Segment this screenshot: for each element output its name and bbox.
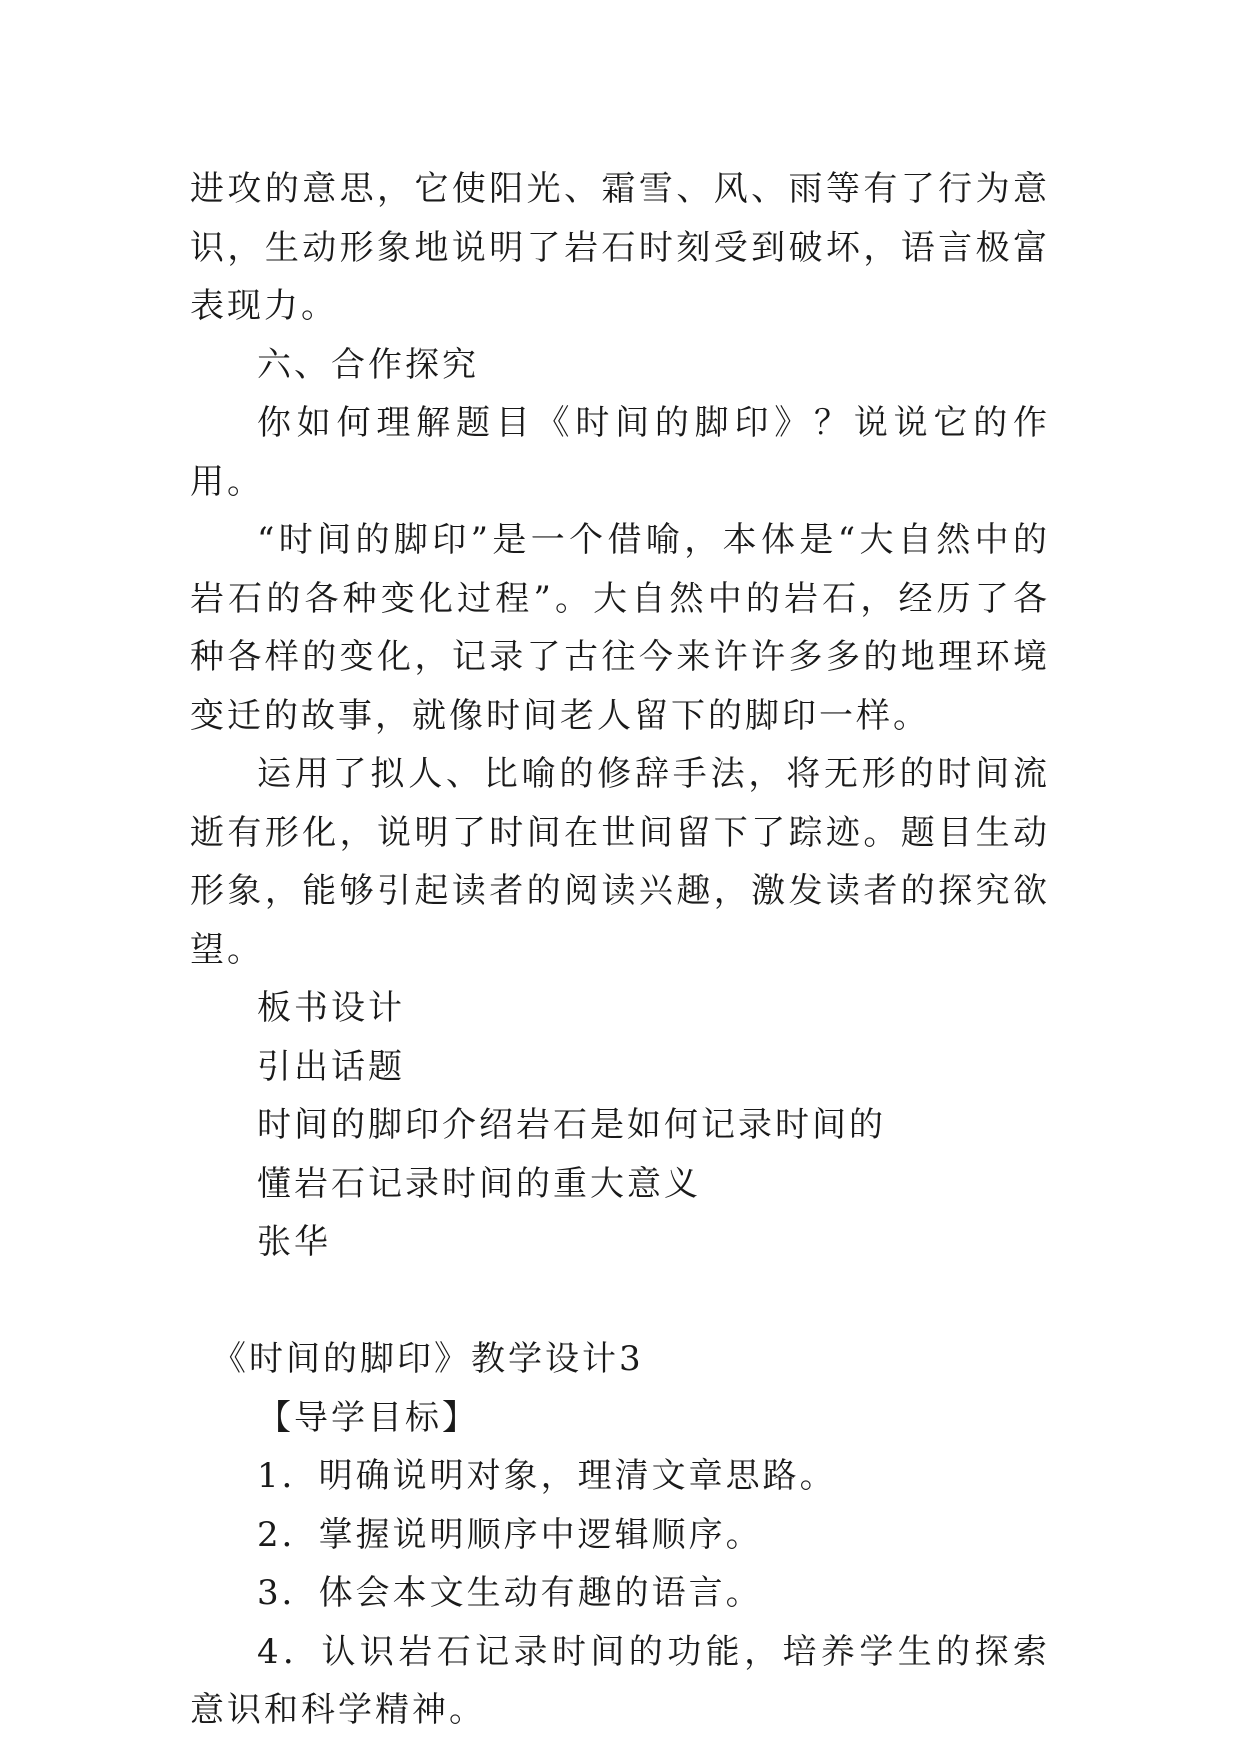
board-line-1: 引出话题 (257, 1046, 405, 1087)
document-body (190, 160, 1050, 1740)
document-title: 《时间的脚印》教学设计3 (212, 1339, 644, 1379)
paragraph-answer-2: 运用了拟人、比喻的修辞手法，将无形的时间流逝有形化，说明了时间在世间留下了踪迹。题目生动形象，能够引起读者的阅读兴趣，激发读者的探究欲望。 (190, 754, 1050, 970)
board-line-3: 懂岩石记录时间的重大意义 (257, 1163, 701, 1204)
board-design-heading: 板书设计 (257, 988, 405, 1028)
goal-item: 1．明确说明对象，理清文章思路。 (257, 1456, 837, 1496)
board-line-2: 时间的脚印介绍岩石是如何记录时间的 (257, 1105, 886, 1145)
goal-item: 4．认识岩石记录时间的功能，培养学生的探索意识和科学精神。 (190, 1631, 1050, 1730)
goals-heading: 【导学目标】 (257, 1397, 479, 1438)
section-spacer (190, 1272, 1050, 1331)
goal-item: 2．掌握说明顺序中逻辑顺序。 (257, 1514, 763, 1555)
goal-item: 3．体会本文生动有趣的语言。 (257, 1573, 763, 1613)
paragraph-answer-1: “时间的脚印”是一个借喻，本体是“大自然中的岩石的各种变化过程”。大自然中的岩石，经历了各种各样的变化，记录了古往今来许许多多的地理环境变迁的故事，就像时间老人留下的脚印一样。 (190, 520, 1050, 736)
paragraph-question: 你如何理解题目《时间的脚印》？说说它的作用。 (190, 403, 1050, 502)
section-heading-cooperation: 六、合作探究 (257, 344, 479, 385)
paragraph-continued: 进攻的意思，它使阳光、霜雪、风、雨等有了行为意识，生动形象地说明了岩石时刻受到破坏，语言极富表现力。 (190, 169, 1050, 326)
author-name: 张华 (257, 1222, 331, 1262)
